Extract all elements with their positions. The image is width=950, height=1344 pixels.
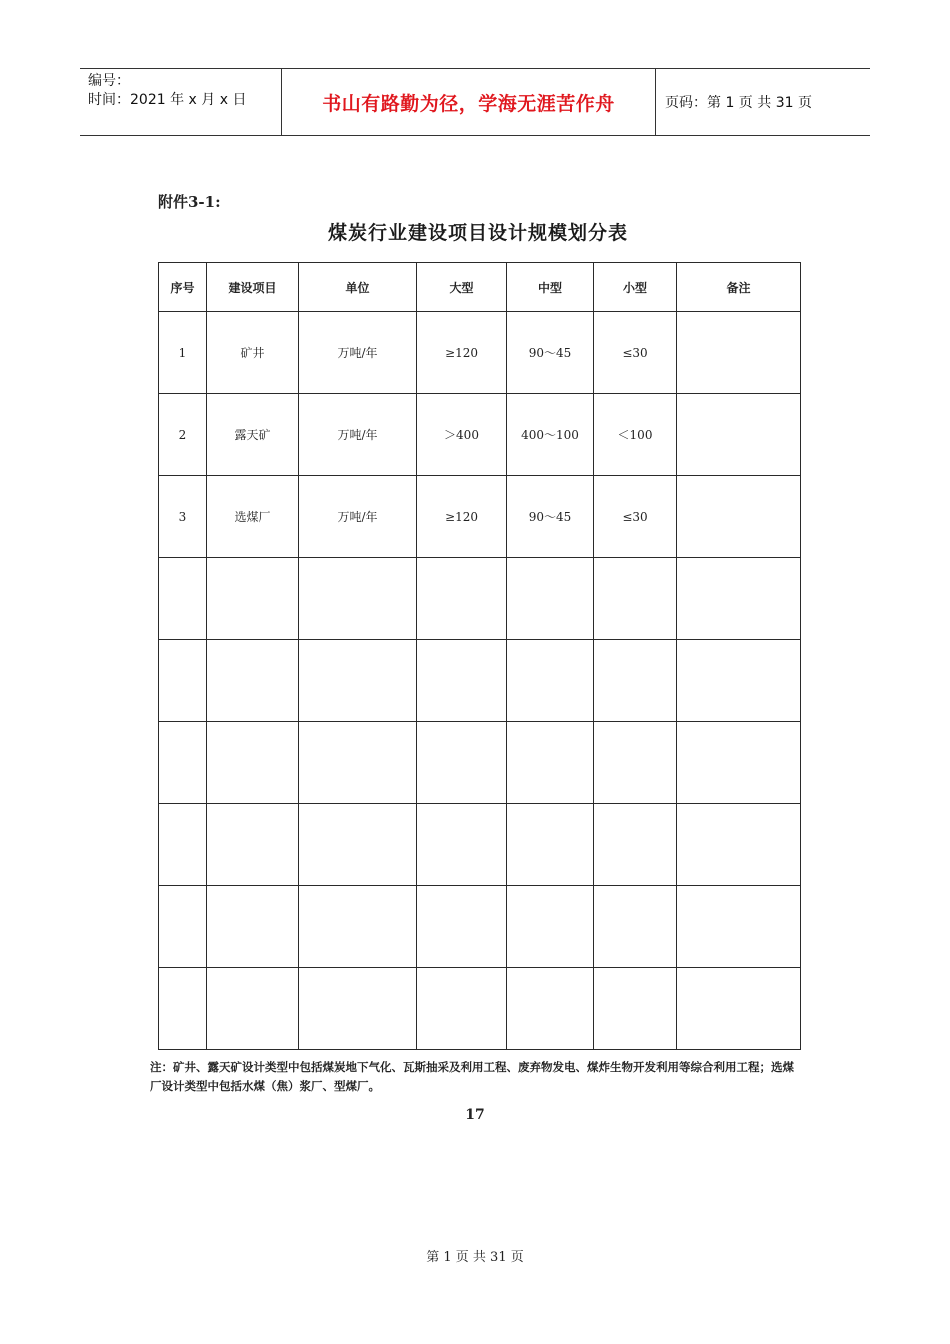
table-cell [299,886,417,968]
table-cell [507,968,594,1050]
column-header: 小型 [594,263,677,312]
table-cell: ≤30 [594,312,677,394]
table-cell: 矿井 [207,312,299,394]
table-row [159,312,801,394]
header-page-label: 页码：第 1 页 共 31 页 [665,95,812,111]
table-cell [677,312,801,394]
table-cell [594,722,677,804]
table-cell [299,640,417,722]
table-cell [677,476,801,558]
table-cell [677,722,801,804]
table-cell [159,968,207,1050]
page-footer: 第 1 页 共 31 页 [426,1250,524,1265]
table-cell [507,886,594,968]
table-row [159,476,801,558]
table-cell [417,558,507,640]
table-cell: 1 [159,312,207,394]
document-title: 煤炭行业建设项目设计规模划分表 [327,222,628,244]
column-header: 建设项目 [207,263,299,312]
table-cell: 400～100 [507,394,594,476]
attachment-label: 附件3-1: [158,193,221,211]
table-cell [207,722,299,804]
table-cell [417,722,507,804]
table-cell [417,968,507,1050]
column-header: 单位 [299,263,417,312]
table-cell [159,804,207,886]
table-cell [417,804,507,886]
table-note: 注：矿井、露天矿设计类型中包括煤炭地下气化、瓦斯抽采及利用工程、废弃物发电、煤炸生物开发利用等综合利用工程；选煤厂设计类型中包括水煤（焦）浆厂、型煤厂。 [150,1060,794,1093]
doc-number-label: 编号： [88,73,130,89]
table-row [159,722,801,804]
table-cell [207,886,299,968]
doc-time-label: 时间：2021 年 x 月 x 日 [88,92,247,108]
table-cell [677,968,801,1050]
table-cell [594,804,677,886]
table-cell [299,722,417,804]
table-cell: ≥120 [417,312,507,394]
table-cell [677,558,801,640]
table-row [159,804,801,886]
table-cell [677,640,801,722]
column-header: 大型 [417,263,507,312]
table-row [159,886,801,968]
table-cell [594,558,677,640]
header-meta [80,69,281,135]
table-cell [159,558,207,640]
table-cell [207,558,299,640]
table-cell [417,640,507,722]
table-cell [159,886,207,968]
header-motto: 书山有路勤为径，学海无涯苦作舟 [281,69,656,135]
table-cell: 2 [159,394,207,476]
table-cell [677,804,801,886]
table-cell [159,722,207,804]
table-cell: 万吨/年 [299,394,417,476]
table-cell: ＜100 [594,394,677,476]
table-row [159,968,801,1050]
table-cell [207,640,299,722]
table-row [159,394,801,476]
table-cell: 万吨/年 [299,476,417,558]
table-cell: ≥120 [417,476,507,558]
table-cell [507,722,594,804]
table-cell: ≤30 [594,476,677,558]
scan-page-number: 17 [465,1107,485,1123]
table-cell [594,968,677,1050]
table-cell [417,886,507,968]
scale-classification-table [158,262,801,1050]
table-cell [507,804,594,886]
table-cell [594,640,677,722]
table-cell [299,558,417,640]
column-header: 备注 [677,263,801,312]
table-cell [159,640,207,722]
table-cell [677,886,801,968]
table-cell: ＞400 [417,394,507,476]
table-cell [207,968,299,1050]
column-header: 中型 [507,263,594,312]
column-header: 序号 [159,263,207,312]
table-cell [507,640,594,722]
table-cell [299,968,417,1050]
table-cell: 90～45 [507,476,594,558]
table-cell: 万吨/年 [299,312,417,394]
table-cell [594,886,677,968]
table-cell [207,804,299,886]
table-header-row [159,263,801,312]
table-cell [677,394,801,476]
table-cell: 露天矿 [207,394,299,476]
table-cell: 90～45 [507,312,594,394]
table-cell [299,804,417,886]
page-header [80,68,870,136]
table-row [159,640,801,722]
table-cell: 选煤厂 [207,476,299,558]
table-row [159,558,801,640]
table-cell [507,558,594,640]
table-cell: 3 [159,476,207,558]
